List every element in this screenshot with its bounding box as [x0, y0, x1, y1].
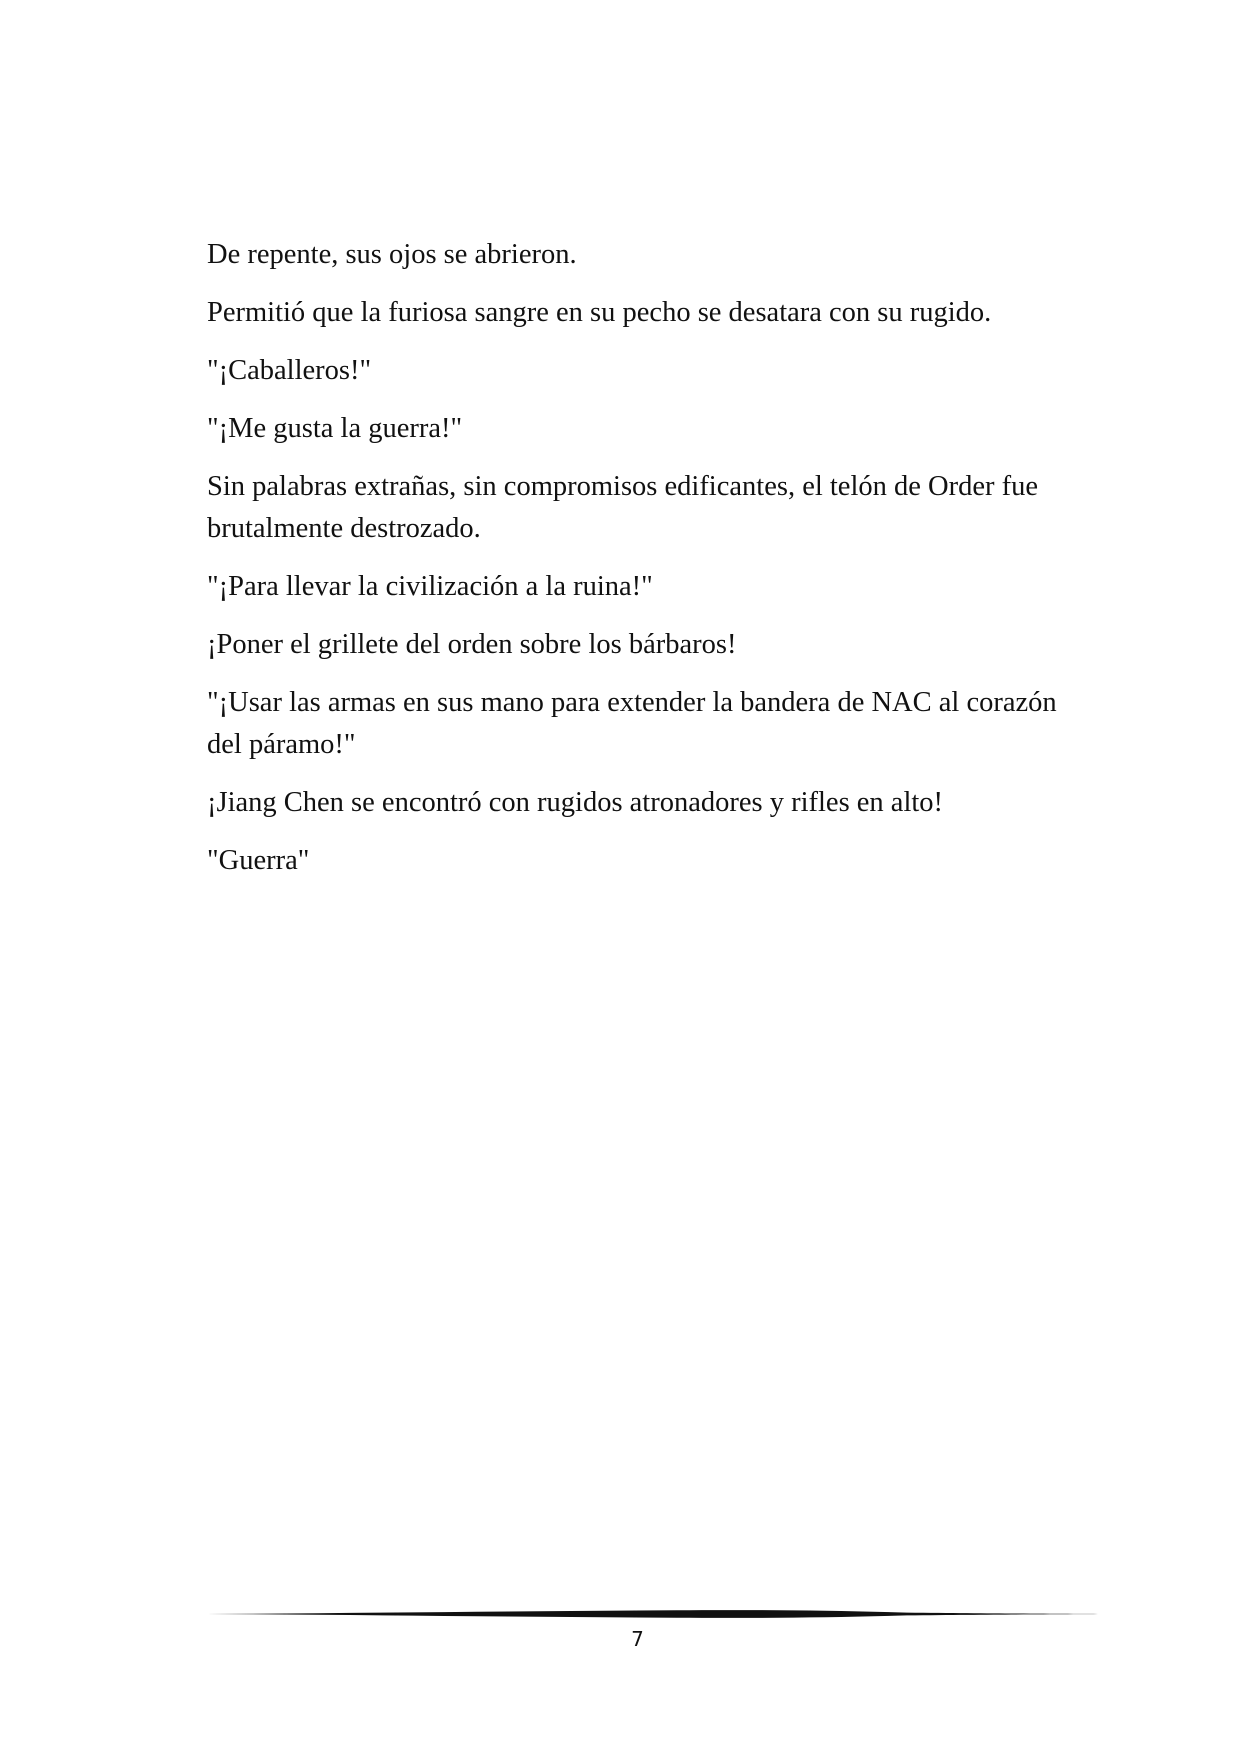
footer-divider — [207, 1608, 1107, 1620]
paragraph: ¡Jiang Chen se encontró con rugidos atronadores y rifles en alto! — [207, 787, 944, 818]
paragraph: "¡Me gusta la guerra!" — [207, 413, 463, 444]
body-text — [207, 234, 1067, 898]
page-number: 7 — [631, 1627, 644, 1651]
paragraph: "¡Caballeros!" — [207, 355, 372, 386]
paragraph: "¡Para llevar la civilización a la ruina!" — [207, 571, 653, 602]
paragraph: "Guerra" — [207, 845, 310, 876]
paragraph: De repente, sus ojos se abrieron. — [207, 239, 577, 270]
paragraph: Sin palabras extrañas, sin compromisos edificantes, el telón de Order fue brutalmente destrozado. — [207, 471, 1038, 544]
paragraph: "¡Usar las armas en sus mano para extender la bandera de NAC al corazón del páramo!" — [207, 687, 1057, 760]
paragraph: Permitió que la furiosa sangre en su pecho se desatara con su rugido. — [207, 297, 992, 328]
paragraph: ¡Poner el grillete del orden sobre los bárbaros! — [207, 629, 737, 660]
